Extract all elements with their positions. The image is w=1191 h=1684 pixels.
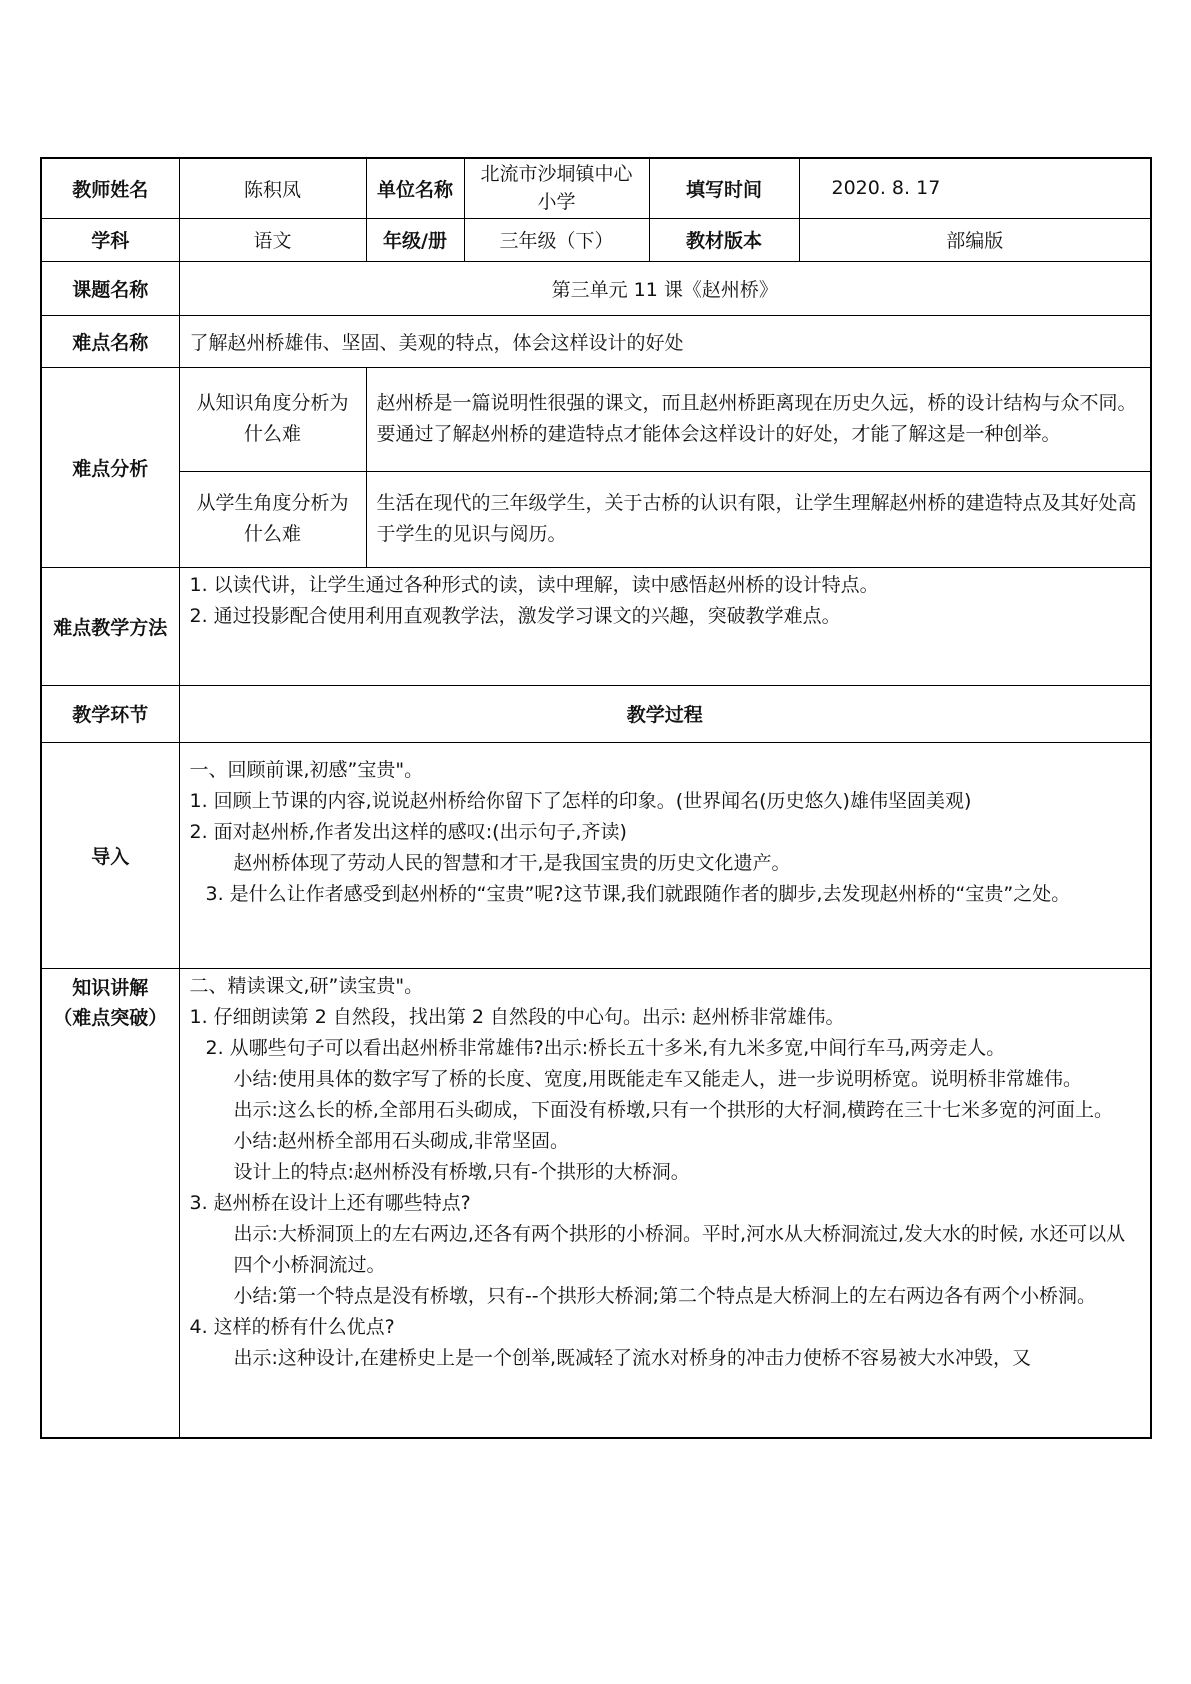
grade-label: 年级/册 — [366, 218, 464, 261]
intro-label: 导入 — [41, 742, 179, 968]
method-item: 1. 以读代讲，让学生通过各种形式的读，读中理解，读中感悟赵州桥的设计特点。 — [189, 573, 879, 596]
stage-header: 教学环节 — [41, 685, 179, 742]
teacher-value: 陈积凤 — [179, 158, 366, 218]
intro-line: 3. 是什么让作者感受到赵州桥的“宝贵”呢?这节课,我们就跟随作者的脚步,去发现赵州桥的“宝贵”之处。 — [205, 882, 1071, 905]
intro-line: 赵州桥体现了劳动人民的智慧和才干,是我国宝贵的历史文化遗产。 — [233, 851, 791, 874]
knowledge-line: 4. 这样的桥有什么优点? — [189, 1315, 395, 1338]
subject-value: 语文 — [179, 218, 366, 261]
difficulty-value: 了解赵州桥雄伟、坚固、美观的特点，体会这样设计的好处 — [179, 315, 1151, 367]
knowledge-label — [41, 968, 179, 1438]
method-row — [41, 567, 1151, 685]
process-header-row — [41, 685, 1151, 742]
knowledge-line: 二、精读课文,研”读宝贵"。 — [189, 974, 424, 997]
header-row-1 — [41, 158, 1151, 218]
student-angle-label: 从学生角度分析为什么难 — [179, 471, 366, 567]
method-label: 难点教学方法 — [41, 567, 179, 685]
teacher-label: 教师姓名 — [41, 158, 179, 218]
knowledge-line: 设计上的特点:赵州桥没有桥墩,只有-个拱形的大桥洞。 — [233, 1160, 690, 1183]
topic-row — [41, 261, 1151, 315]
method-item: 2. 通过投影配合使用利用直观教学法，激发学习课文的兴趣，突破教学难点。 — [189, 604, 841, 627]
header-row-2 — [41, 218, 1151, 261]
unit-value-line-2: 小学 — [537, 191, 576, 214]
date-label: 填写时间 — [649, 158, 799, 218]
knowledge-line: 小结:赵州桥全部用石头砌成,非常坚固。 — [233, 1129, 569, 1152]
knowledge-line: 小结:第一个特点是没有桥墩，只有--个拱形大桥洞;第二个特点是大桥洞上的左右两边各有两个小桥洞。 — [233, 1284, 1097, 1307]
difficulty-row — [41, 315, 1151, 367]
unit-value-line-1: 北流市沙垌镇中心 — [480, 163, 633, 186]
intro-content — [179, 742, 1151, 968]
difficulty-label: 难点名称 — [41, 315, 179, 367]
knowledge-line: 出示:大桥洞顶上的左右两边,还各有两个拱形的小桥洞。平时,河水从大桥洞流过,发大水的时候, 水还可以从四个小桥洞流过。 — [233, 1222, 1126, 1276]
student-angle-text: 生活在现代的三年级学生，关于古桥的认识有限，让学生理解赵州桥的建造特点及其好处高于学生的见识与阅历。 — [366, 471, 1151, 567]
analysis-row-knowledge — [41, 367, 1151, 471]
lesson-plan-table — [40, 157, 1152, 1439]
subject-label: 学科 — [41, 218, 179, 261]
method-list — [179, 567, 1151, 685]
knowledge-angle-text: 赵州桥是一篇说明性很强的课文，而且赵州桥距离现在历史久远，桥的设计结构与众不同。要通过了解赵州桥的建造特点才能体会这样设计的好处，才能了解这是一种创举。 — [366, 367, 1151, 471]
analysis-row-student — [41, 471, 1151, 567]
knowledge-line: 出示:这么长的桥,全部用石头砌成，下面没有桥墩,只有一个拱形的大杍洞,横跨在三十七米多宽的河面上。 — [233, 1098, 1114, 1121]
knowledge-label-line-1: 知识讲解 — [72, 976, 149, 999]
edition-value: 部编版 — [799, 218, 1151, 261]
topic-value: 第三单元 11 课《赵州桥》 — [179, 261, 1151, 315]
knowledge-line: 1. 仔细朗读第 2 自然段，找出第 2 自然段的中心句。出示: 赵州桥非常雄伟。 — [189, 1005, 845, 1028]
knowledge-label-line-2: （难点突破） — [53, 1006, 168, 1029]
intro-line: 一、回顾前课,初感”宝贵"。 — [189, 758, 424, 781]
grade-value: 三年级（下） — [464, 218, 649, 261]
date-value: 2020. 8. 17 — [799, 158, 1151, 218]
knowledge-row — [41, 968, 1151, 1438]
knowledge-line: 小结:使用具体的数字写了桥的长度、宽度,用既能走车又能走人，进一步说明桥宽。说明桥非常雄伟。 — [233, 1067, 1082, 1090]
intro-row — [41, 742, 1151, 968]
process-header: 教学过程 — [179, 685, 1151, 742]
analysis-label: 难点分析 — [41, 367, 179, 567]
unit-value — [464, 158, 649, 218]
edition-label: 教材版本 — [649, 218, 799, 261]
knowledge-line: 2. 从哪些句子可以看出赵州桥非常雄伟?出示:桥长五十多米,有九米多宽,中间行车马,两旁走人。 — [205, 1036, 1006, 1059]
topic-label: 课题名称 — [41, 261, 179, 315]
knowledge-line: 出示:这种设计,在建桥史上是一个创举,既减轻了流水对桥身的冲击力使桥不容易被大水冲毁，又 — [233, 1346, 1031, 1369]
unit-label: 单位名称 — [366, 158, 464, 218]
knowledge-line: 3. 赵州桥在设计上还有哪些特点? — [189, 1191, 471, 1214]
intro-line: 2. 面对赵州桥,作者发出这样的感叹:(出示句子,齐读) — [189, 820, 627, 843]
knowledge-angle-label: 从知识角度分析为什么难 — [179, 367, 366, 471]
knowledge-content — [179, 968, 1151, 1438]
intro-line: 1. 回顾上节课的内容,说说赵州桥给你留下了怎样的印象。(世界闻名(历史悠久)雄伟坚固美观) — [189, 789, 972, 812]
